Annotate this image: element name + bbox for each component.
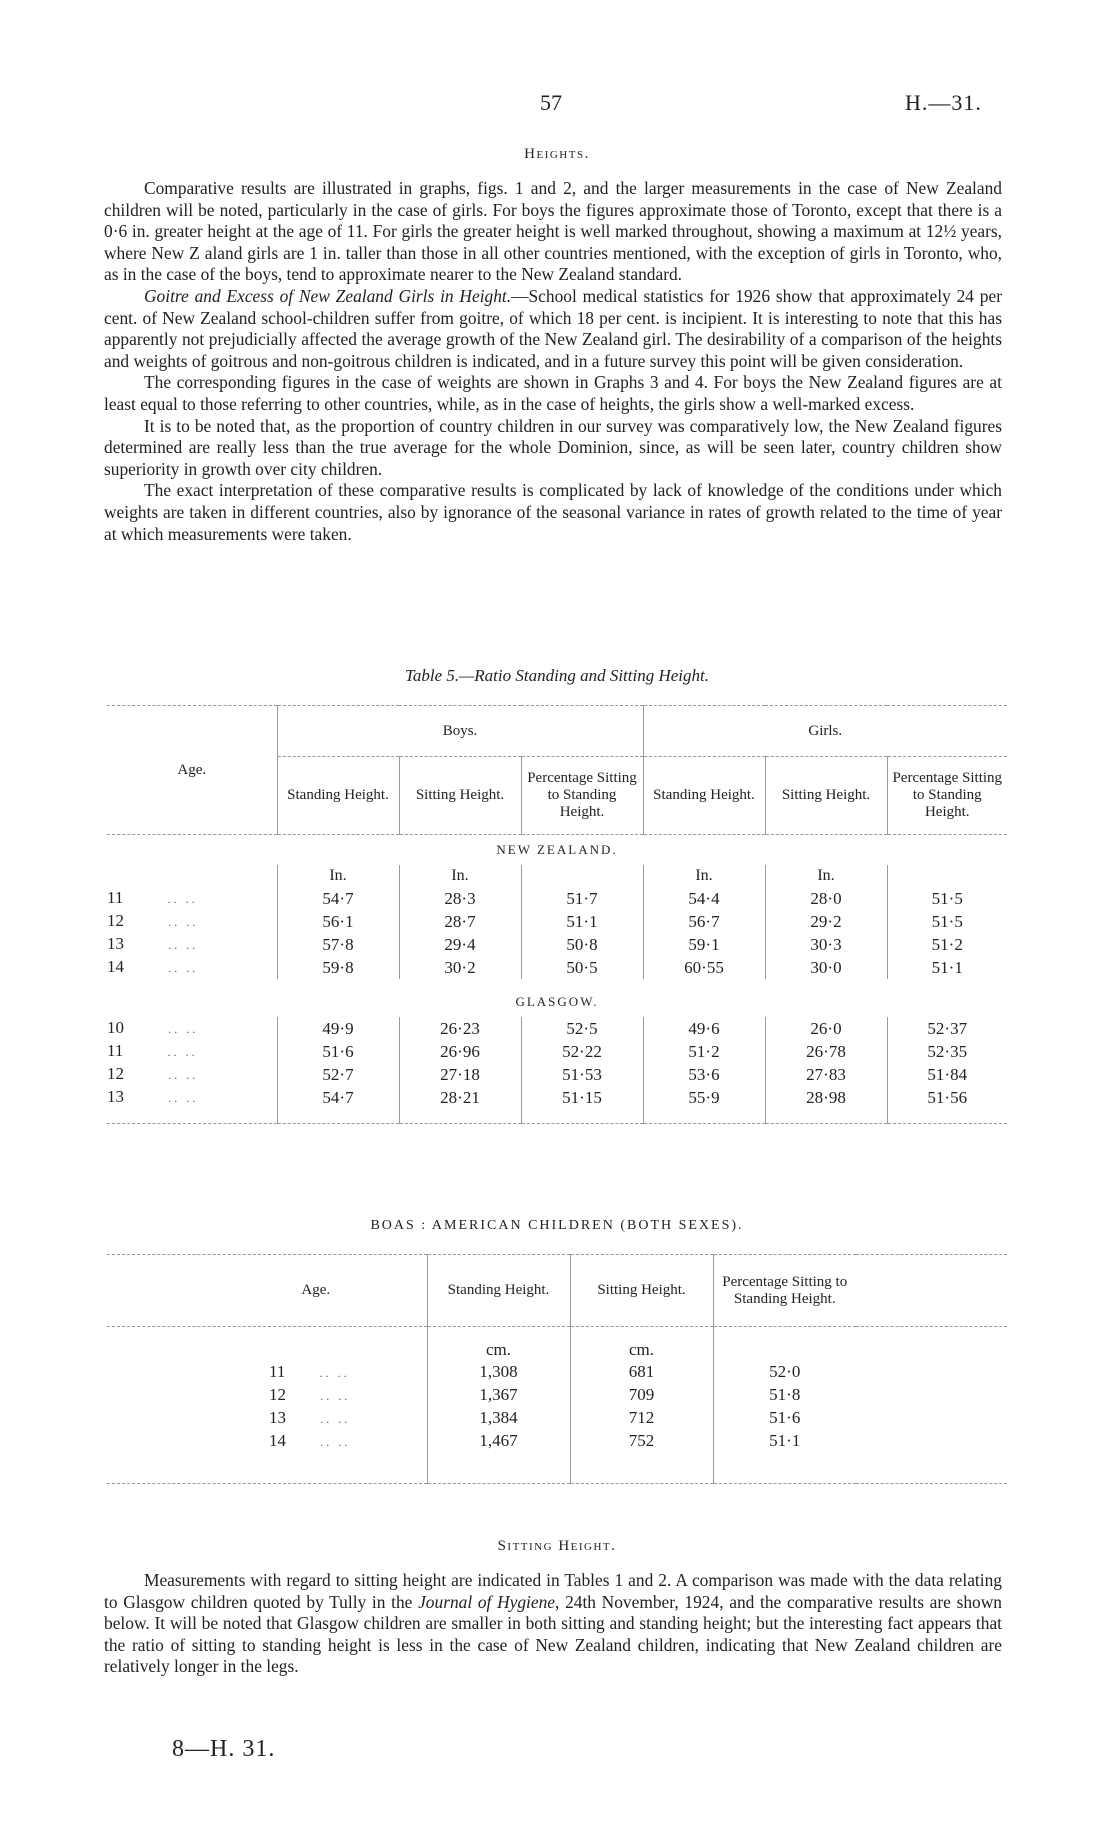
paragraph: It is to be noted that, as the proportion of country children in our survey was comparatively low, the New Zealand figures determined are really less than the true average for the whole Dominion, since, as will be seen later, country children show superiority in growth over city children. bbox=[104, 415, 1002, 479]
table-row: 12 .. .. 56·1 28·7 51·1 56·7 29·2 51·5 bbox=[107, 910, 1007, 933]
table6-caption: BOAS : AMERICAN CHILDREN (BOTH SEXES). bbox=[370, 1218, 744, 1233]
table6-age-header: Age. bbox=[301, 1282, 331, 1298]
table5-age-header: Age. bbox=[107, 706, 277, 835]
table-row: 11 .. .. 54·7 28·3 51·7 54·4 28·0 51·5 bbox=[107, 887, 1007, 910]
unit-label: cm. bbox=[427, 1327, 570, 1361]
table-row: 13 .. .. 54·7 28·21 51·15 55·9 28·98 51·56 bbox=[107, 1086, 1007, 1124]
heights-heading: Heights. bbox=[524, 146, 590, 162]
table5-caption: Table 5.—Ratio Standing and Sitting Height. bbox=[405, 666, 709, 685]
table5-girls-percentage-header: Percentage Sitting to Standing Height. bbox=[887, 757, 1007, 835]
table5-girls-header: Girls. bbox=[643, 706, 1007, 757]
unit-label: cm. bbox=[570, 1327, 713, 1361]
table5-boys-header: Boys. bbox=[277, 706, 643, 757]
table5-girls-standing-header: Standing Height. bbox=[643, 757, 765, 835]
table-row: 14 .. .. 59·8 30·2 50·5 60·55 30·0 51·1 bbox=[107, 956, 1007, 979]
paragraph bbox=[104, 286, 1002, 372]
sitting-height-text bbox=[104, 1570, 1002, 1678]
table-row: 13 .. .. 57·8 29·4 50·8 59·1 30·3 51·2 bbox=[107, 933, 1007, 956]
heights-text bbox=[104, 178, 1002, 545]
table-row: 14 .. .. 1,467 752 51·1 bbox=[107, 1430, 1007, 1484]
table6-sitting-header: Sitting Height. bbox=[570, 1255, 713, 1327]
paragraph: Comparative results are illustrated in graphs, figs. 1 and 2, and the larger measurements in the case of New Zealand children will be noted, particularly in the case of girls. For boys the figures approximate those of Toronto, except that there is a 0·6 in. greater height at the age of 11. For girls the greater height is well marked throughout, showing a maximum at 12½ years, where New Z aland girls are 1 in. taller than those in all other countries mentioned, with the exception of girls in Toronto, who, as in the case of the boys, tend to approximate nearer to the New Zealand standard. bbox=[104, 178, 1002, 285]
table6-standing-header: Standing Height. bbox=[427, 1255, 570, 1327]
table-row: 13 .. .. 1,384 712 51·6 bbox=[107, 1407, 1007, 1430]
table-row: 12 .. .. 1,367 709 51·8 bbox=[107, 1384, 1007, 1407]
table-row: 11 .. .. 1,308 681 52·0 bbox=[107, 1361, 1007, 1384]
page-reference: H.—31. bbox=[905, 90, 982, 115]
unit-label: In. bbox=[399, 865, 521, 887]
table5-boys-sitting-header: Sitting Height. bbox=[399, 757, 521, 835]
table6-percentage-header: Percentage Sitting to Standing Height. bbox=[713, 1255, 856, 1327]
paragraph: The exact interpretation of these comparative results is complicated by lack of knowledge of the conditions under which weights are taken in different countries, also by ignorance of the seasonal variance in rates of growth related to the time of year at which measurements were taken. bbox=[104, 480, 1002, 544]
sitting-height-heading: Sitting Height. bbox=[497, 1538, 617, 1554]
paragraph: Measurements with regard to sitting height are indicated in Tables 1 and 2. A comparison was made with the data relating to Glasgow children quoted by Tully in the Journal of Hygiene, 24th November, 1924, and the comparative results are shown below. It will be noted that Glasgow children are smaller in both sitting and standing height; but the interesting fact appears that the ratio of sitting to standing height is less in the case of New Zealand children, indicating that New Zealand children are relatively longer in the legs. bbox=[104, 1570, 1003, 1677]
section-label-glasgow: GLASGOW. bbox=[515, 994, 599, 1009]
footer-reference: 8—H. 31. bbox=[172, 1736, 276, 1762]
paragraph-body: —School medical statistics for 1926 show that approximately 24 per cent. of New Zealand school-children suffer from goitre, of which 18 per cent. is incipient. It is interesting to note that this has apparently not prejudicially affected the average growth of the New Zealand girl. The desirability of a comparison of the heights and weights of goitrous and non-goitrous children is indicated, and in a future survey this point will be given consideration. bbox=[104, 285, 1002, 371]
table5-girls-sitting-header: Sitting Height. bbox=[765, 757, 887, 835]
unit-label: In. bbox=[277, 865, 399, 887]
paragraph: The corresponding figures in the case of weights are shown in Graphs 3 and 4. For boys the New Zealand figures are at least equal to those referring to other countries, while, as in the case of heights, the girls show a well-marked excess. bbox=[104, 372, 1002, 414]
table5 bbox=[107, 705, 1007, 1124]
journal-title: Journal of Hygiene bbox=[418, 1591, 556, 1612]
table-row: 12 .. .. 52·7 27·18 51·53 53·6 27·83 51·84 bbox=[107, 1063, 1007, 1086]
section-label-new-zealand: NEW ZEALAND. bbox=[496, 842, 618, 857]
page-number: 57 bbox=[540, 90, 562, 115]
unit-label: In. bbox=[643, 865, 765, 887]
table6 bbox=[107, 1254, 1007, 1484]
table5-boys-standing-header: Standing Height. bbox=[277, 757, 399, 835]
paragraph-title: Goitre and Excess of New Zealand Girls in Height. bbox=[144, 285, 512, 306]
table-row: 11 .. .. 51·6 26·96 52·22 51·2 26·78 52·35 bbox=[107, 1040, 1007, 1063]
table-row: 10 .. .. 49·9 26·23 52·5 49·6 26·0 52·37 bbox=[107, 1017, 1007, 1040]
unit-label: In. bbox=[765, 865, 887, 887]
table5-boys-percentage-header: Percentage Sitting to Standing Height. bbox=[521, 757, 643, 835]
